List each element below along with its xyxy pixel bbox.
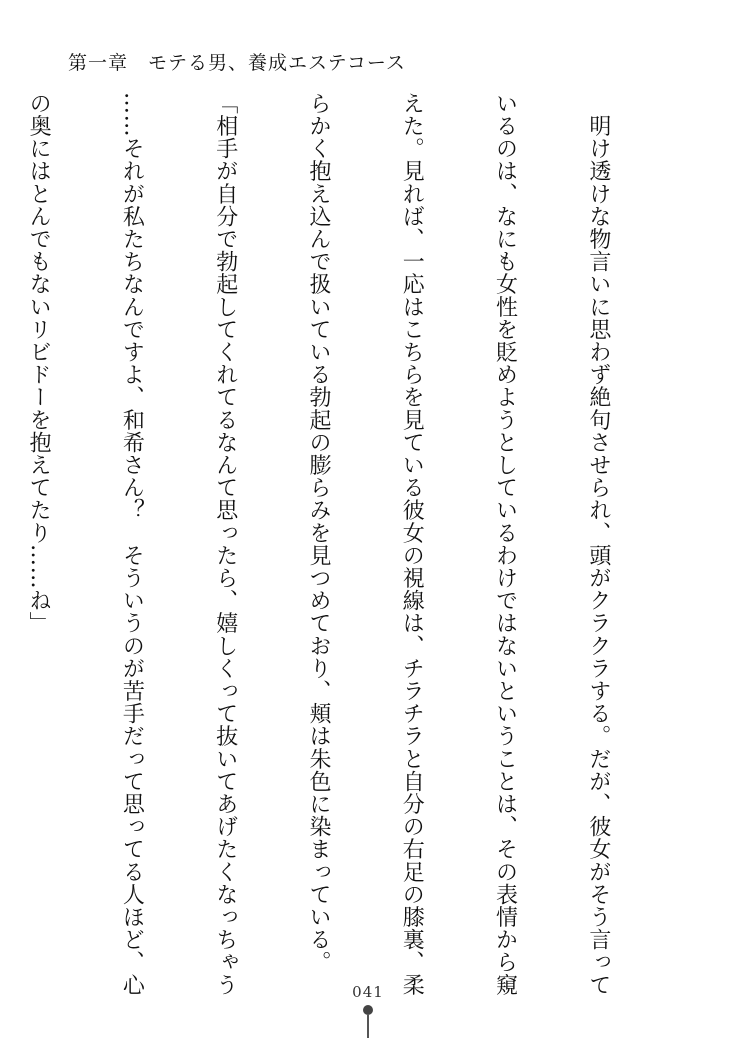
text-line: ……それが私たちなんですよ、和希さん？ そういうのが苦手だって思ってる人ほど、心: [119, 92, 145, 996]
text-line: いるのは、なにも女性を貶めようとしているわけではないということは、その表情から窺: [492, 92, 518, 996]
text-line: 「相手が自分で勃起してくれてるなんて思ったら、嬉しくって抜いてあげたくなっちゃう: [212, 92, 238, 996]
marker-dot: [363, 1005, 373, 1015]
chapter-header: 第一章 モテる男、養成エステコース: [68, 52, 406, 74]
page-marker-icon: [360, 1002, 376, 1038]
text-line: 明け透けな物言いに思わず絶句させられ、頭がクラクラする。だが、彼女がそう言って: [585, 92, 611, 996]
text-line: らかく抱え込んで扱いている勃起の膨らみを見つめており、頬は朱色に染まっている。: [305, 92, 331, 974]
text-line: の奥にはとんでもないリビドーを抱えてたり……ね」: [26, 92, 52, 635]
page-number: 041: [352, 983, 384, 1001]
marker-stem: [367, 1015, 369, 1038]
text-line: えた。見れば、一応はこちらを見ている彼女の視線は、チラチラと自分の右足の膝裏、柔: [399, 92, 425, 996]
